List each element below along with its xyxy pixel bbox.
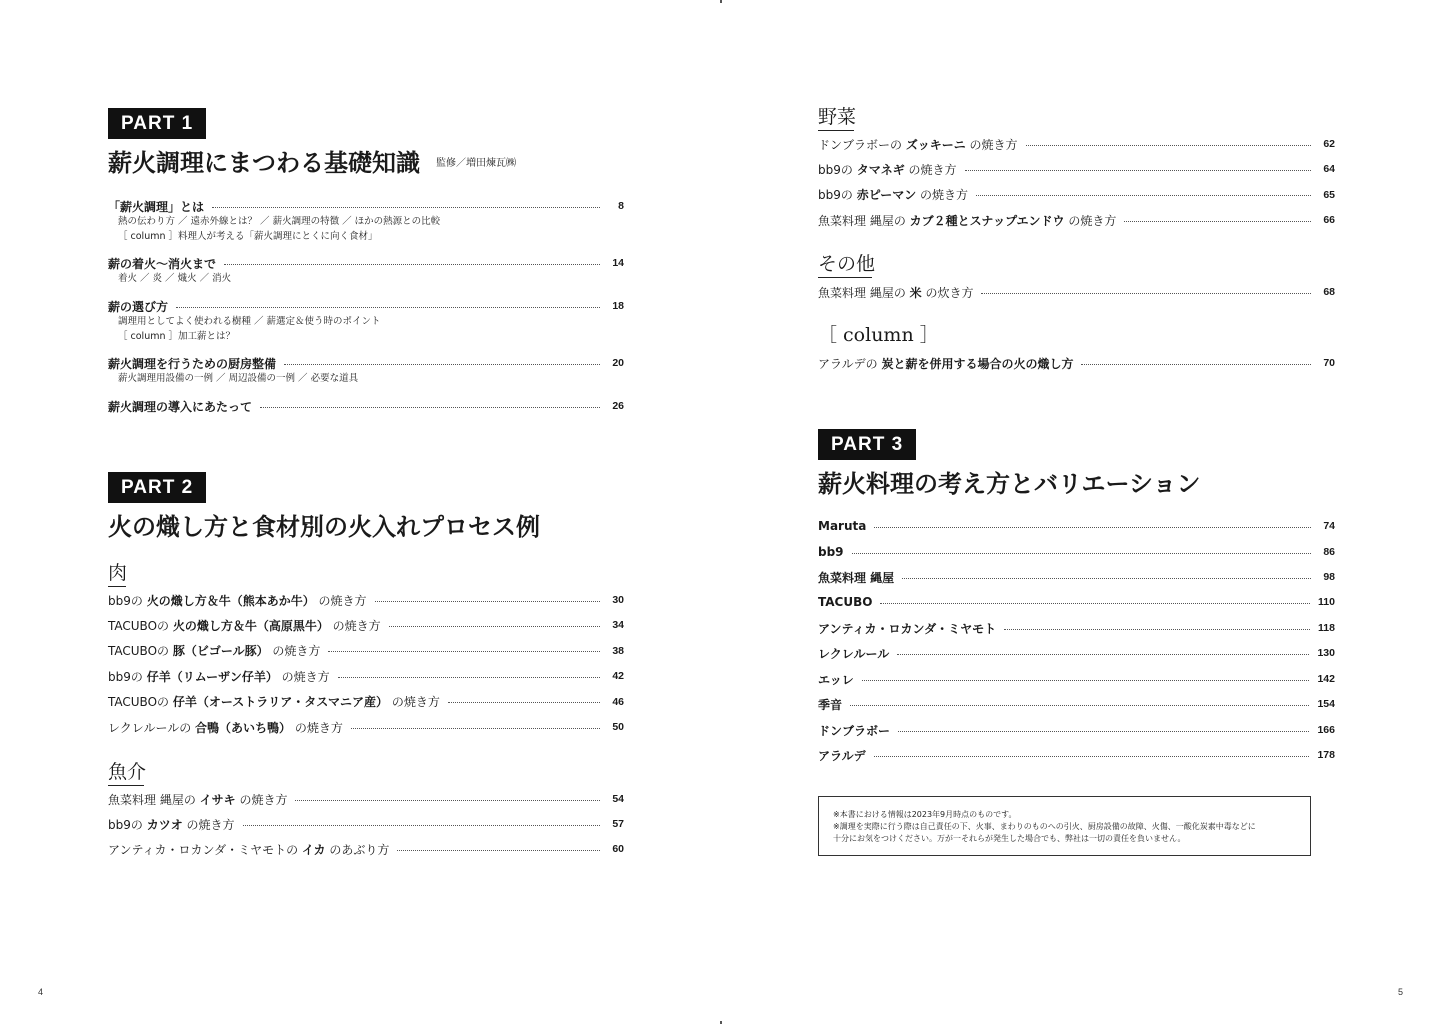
toc-page-number: 42 <box>612 670 624 683</box>
part1-badge: PART 1 <box>108 108 206 139</box>
section-heading-meat-text: 肉 <box>108 562 128 584</box>
toc-entry <box>108 198 624 244</box>
section-heading-meat <box>108 561 127 585</box>
toc-entry-row <box>818 722 1335 738</box>
toc-page-number: 98 <box>1323 571 1335 583</box>
toc-entry-prefix: bb9の <box>108 669 147 684</box>
toc-page-number: 8 <box>618 200 624 212</box>
toc-entry-title: ドンブラボー <box>818 723 891 738</box>
dot-leader <box>176 307 600 308</box>
dot-leader <box>1004 629 1310 630</box>
dot-leader <box>897 654 1309 655</box>
toc-entry <box>818 569 1335 585</box>
toc-entry-prefix: レクレルールの <box>108 720 196 735</box>
toc-entry-prefix: bb9の <box>818 162 857 177</box>
toc-page-number: 60 <box>612 843 624 855</box>
toc-page-number: 142 <box>1317 673 1335 685</box>
toc-entry-title <box>818 355 1073 372</box>
toc-entry-prefix: TACUBOの <box>108 695 173 710</box>
toc-page-number: 54 <box>612 793 624 805</box>
toc-entry <box>818 747 1335 763</box>
dot-leader <box>852 553 1311 554</box>
toc-entry-suffix: の炊き方 <box>921 285 974 300</box>
toc-entry <box>108 255 624 286</box>
toc-entry-prefix: アンティカ・ロカンダ・ミヤモトの <box>108 842 302 857</box>
toc-entry-highlight: イカ <box>301 842 326 857</box>
toc-entry-prefix: bb9の <box>108 593 147 608</box>
toc-page-number: 50 <box>612 721 624 733</box>
toc-entry-prefix: bb9の <box>818 188 857 203</box>
toc-entry-title: エッレ <box>818 672 854 687</box>
toc-page-number: 154 <box>1317 698 1335 710</box>
toc-entry-row <box>818 136 1335 152</box>
toc-entry-row <box>108 668 624 684</box>
toc-entry-highlight: カブ２種とスナップエンドウ <box>909 213 1065 228</box>
toc-entry-highlight: 米 <box>909 285 922 300</box>
section-heading-others-text: その他 <box>818 253 876 275</box>
toc-entry <box>818 544 1335 560</box>
toc-page-number: 65 <box>1323 188 1335 201</box>
dot-leader <box>260 407 600 408</box>
toc-entry-prefix: 魚菜料理 縄屋の <box>818 213 910 228</box>
part1-supervisor: 監修／増田煉瓦㈱ <box>436 158 516 169</box>
toc-entry <box>108 719 624 735</box>
section-underline <box>818 277 872 278</box>
toc-entry-suffix: のあぶり方 <box>325 842 390 857</box>
toc-entry <box>818 187 1335 203</box>
dot-leader <box>284 364 600 365</box>
toc-entry-prefix: TACUBOの <box>108 618 173 633</box>
part3-badge: PART 3 <box>818 429 916 460</box>
section-underline <box>108 586 126 587</box>
toc-page-number: 130 <box>1317 647 1335 659</box>
toc-entry <box>108 617 624 633</box>
dot-leader <box>328 651 600 652</box>
toc-page-number: 38 <box>612 644 624 657</box>
toc-entry-title <box>108 592 367 609</box>
toc-entry-title <box>108 693 440 710</box>
section-heading-column <box>818 323 939 347</box>
note-line: ※調理を実際に行う際は自己責任の下、火事、まわりのものへの引火、厨房設備の故障、火傷、一酸化炭素中毒などに <box>833 822 1256 831</box>
toc-entry <box>108 668 624 684</box>
toc-entry-suffix: の焼き方 <box>916 188 969 203</box>
toc-entry-row <box>818 161 1335 177</box>
toc-entry-row <box>108 791 624 807</box>
toc-entry-title: 薪の着火〜消火まで <box>108 256 217 271</box>
toc-entry-row <box>108 816 624 832</box>
toc-entry-title: Maruta <box>818 519 867 533</box>
note-line: ※本書における情報は2023年9月時点のものです。 <box>833 810 1017 819</box>
note-line: 十分にお気をつけください。万が一それらが発生した場合でも、弊社は一切の責任を負いません。 <box>833 834 1186 843</box>
toc-entry-highlight: ズッキーニ <box>905 137 966 152</box>
toc-entry-prefix: 魚菜料理 縄屋の <box>108 792 200 807</box>
toc-entry-title: bb9 <box>818 545 844 559</box>
toc-entry <box>108 694 624 710</box>
toc-entry-highlight: 仔羊（オーストラリア・タスマニア産） <box>172 695 389 710</box>
toc-page-number: 166 <box>1317 724 1335 736</box>
section-heading-seafood-text: 魚介 <box>108 761 147 783</box>
dot-leader <box>1124 221 1311 222</box>
toc-entry-title <box>818 186 968 203</box>
dot-leader <box>880 603 1310 604</box>
toc-page-number: 64 <box>1323 163 1335 176</box>
dot-leader <box>862 680 1310 681</box>
toc-entry <box>818 645 1335 661</box>
toc-entry-suffix: の焼き方 <box>235 792 288 807</box>
toc-entry-title: アラルデ <box>818 748 866 763</box>
toc-entry <box>108 355 624 386</box>
toc-entry-row <box>108 643 624 659</box>
toc-entry-suffix: の焼き方 <box>328 618 381 633</box>
toc-entry-row <box>818 544 1335 560</box>
toc-entry-prefix: TACUBOの <box>108 644 173 659</box>
toc-entry <box>108 298 624 344</box>
section-heading-column-text: ［ column ］ <box>818 324 939 346</box>
toc-entry-title: レクレルール <box>818 646 890 661</box>
toc-entry <box>818 722 1335 738</box>
toc-entry <box>818 355 1335 371</box>
toc-entry-title: 薪の選び方 <box>108 299 169 314</box>
toc-entry-row <box>108 398 624 414</box>
toc-entry-row <box>108 841 624 857</box>
dot-leader <box>874 756 1310 757</box>
section-underline <box>818 130 854 131</box>
dot-leader <box>965 170 1311 171</box>
toc-entry-row <box>108 617 624 633</box>
toc-page-number: 62 <box>1323 138 1335 150</box>
toc-entry-row <box>818 355 1335 371</box>
toc-entry-suffix: の焼き方 <box>388 695 440 710</box>
toc-entry <box>818 594 1335 610</box>
toc-entry <box>108 816 624 832</box>
toc-entry-subtopics: 調理用としてよく使われる樹種 ／ 薪選定＆使う時のポイント <box>118 316 381 327</box>
toc-entry-prefix: ドンブラボーの <box>818 137 906 152</box>
toc-page-number: 57 <box>612 818 624 830</box>
toc-page-number: 30 <box>612 594 624 606</box>
toc-entry-prefix: bb9の <box>108 817 147 832</box>
toc-entry-suffix: の焼き方 <box>268 644 321 659</box>
crop-mark-bottom <box>720 1021 722 1024</box>
toc-entry-suffix: の焼き方 <box>1064 213 1117 228</box>
toc-entry-row <box>108 255 624 271</box>
toc-page-number: 178 <box>1317 749 1335 761</box>
toc-entry-highlight: 赤ピーマン <box>856 188 917 203</box>
toc-entry-title: TACUBO <box>818 595 873 609</box>
toc-page-number: 46 <box>612 695 624 708</box>
part1-title <box>108 148 516 179</box>
toc-entry-row <box>818 284 1335 300</box>
toc-entry-row <box>818 747 1335 763</box>
dot-leader <box>976 195 1311 196</box>
page-number-right: 5 <box>1398 987 1404 997</box>
toc-entry-prefix: 魚菜料理 縄屋の <box>818 285 910 300</box>
toc-entry <box>818 161 1335 177</box>
section-heading-others <box>818 252 875 276</box>
toc-entry-title <box>818 284 973 301</box>
dot-leader <box>448 702 600 703</box>
part1-title-text: 薪火調理にまつわる基礎知識 <box>108 149 420 177</box>
toc-entry-subtopics: 熱の伝わり方 ／ 遠赤外線とは？ ／ 薪火調理の特徴 ／ ほかの熱源との比較 <box>118 216 441 227</box>
toc-entry-title <box>108 841 389 858</box>
toc-entry <box>108 643 624 659</box>
toc-entry-title <box>108 816 235 833</box>
toc-entry-row <box>818 518 1335 534</box>
toc-entry-subtopics: 薪火調理用設備の一例 ／ 周辺設備の一例 ／ 必要な道具 <box>118 373 359 384</box>
dot-leader <box>981 293 1311 294</box>
toc-entry-title: 薪火調理の導入にあたって <box>108 399 253 414</box>
toc-entry-title: アンティカ・ロカンダ・ミヤモト <box>818 621 997 636</box>
toc-entry <box>818 620 1335 636</box>
toc-entry-title: 季音 <box>818 697 843 712</box>
toc-entry-suffix: の焼き方 <box>904 162 957 177</box>
toc-page-number: 118 <box>1318 622 1335 634</box>
toc-page-number: 74 <box>1323 520 1335 532</box>
toc-entry-title <box>818 212 1116 229</box>
toc-entry-highlight: カツオ <box>146 817 183 832</box>
toc-page-number: 18 <box>612 300 624 312</box>
toc-page-number: 70 <box>1323 357 1335 369</box>
toc-entry-title <box>108 719 343 736</box>
dot-leader <box>1081 364 1311 365</box>
toc-entry-highlight: 炭と薪を併用する場合の火の熾し方 <box>881 356 1074 371</box>
toc-page-number: 26 <box>612 400 624 412</box>
section-heading-seafood <box>108 760 146 784</box>
toc-entry-highlight: 火の熾し方＆牛（熊本あか牛） <box>146 593 315 608</box>
toc-entry-subtopics: 着火 ／ 炎 ／ 熾火 ／ 消火 <box>118 273 232 284</box>
toc-entry-title <box>108 617 381 634</box>
toc-page-number: 110 <box>1318 596 1335 608</box>
toc-entry-title: 薪火調理を行うための厨房整備 <box>108 356 277 371</box>
toc-entry <box>818 518 1335 534</box>
toc-entry-prefix: アラルデの <box>818 356 882 371</box>
section-heading-vegetables-text: 野菜 <box>818 106 857 128</box>
section-underline <box>108 785 144 786</box>
toc-entry-row <box>108 694 624 710</box>
toc-page-number: 34 <box>612 619 624 632</box>
dot-leader <box>375 601 600 602</box>
dot-leader <box>397 850 600 851</box>
toc-entry-row <box>818 620 1335 636</box>
dot-leader <box>389 626 600 627</box>
toc-page-number: 14 <box>612 257 624 269</box>
toc-entry-row <box>818 212 1335 228</box>
toc-entry-title: 「薪火調理」とは <box>108 199 205 214</box>
dot-leader <box>1026 145 1311 146</box>
toc-entry-title <box>108 642 320 659</box>
dot-leader <box>351 728 600 729</box>
toc-page-number: 68 <box>1323 286 1335 298</box>
toc-page-number: 86 <box>1323 546 1335 558</box>
toc-entry-suffix: の焼き方 <box>277 669 330 684</box>
toc-entry-highlight: 豚（ビゴール豚） <box>172 644 269 659</box>
toc-entry <box>818 671 1335 687</box>
toc-entry-row <box>818 645 1335 661</box>
toc-entry-row <box>108 719 624 735</box>
toc-entry <box>818 212 1335 228</box>
section-heading-vegetables <box>818 105 856 129</box>
toc-entry-row <box>818 594 1335 610</box>
dot-leader <box>874 527 1311 528</box>
toc-entry-row <box>108 592 624 608</box>
toc-entry-row <box>818 569 1335 585</box>
toc-entry-highlight: 合鴨（あいち鴨） <box>195 720 292 735</box>
dot-leader <box>902 578 1311 579</box>
toc-entry-row <box>108 355 624 371</box>
toc-entry <box>818 284 1335 300</box>
toc-entry-suffix: の焼き方 <box>965 137 1018 152</box>
part2-badge: PART 2 <box>108 472 206 503</box>
toc-entry-suffix: の焼き方 <box>182 817 235 832</box>
toc-page-number: 66 <box>1323 214 1335 227</box>
toc-entry-row <box>108 298 624 314</box>
toc-entry-row <box>818 671 1335 687</box>
toc-entry-highlight: イサキ <box>199 792 236 807</box>
toc-entry <box>108 398 624 414</box>
dot-leader <box>295 800 600 801</box>
toc-entry-suffix: の焼き方 <box>291 720 343 735</box>
toc-entry-row <box>818 187 1335 203</box>
toc-entry-highlight: タマネギ <box>856 162 905 177</box>
toc-entry <box>108 841 624 857</box>
toc-entry <box>818 136 1335 152</box>
toc-page-number: 20 <box>612 357 624 369</box>
toc-entry-highlight: 火の熾し方＆牛（高原黒牛） <box>172 618 329 633</box>
part3-title: 薪火料理の考え方とバリエーション <box>818 470 1201 498</box>
crop-mark-top <box>720 0 722 3</box>
dot-leader <box>850 705 1309 706</box>
page-number-left: 4 <box>38 987 44 997</box>
toc-entry-title <box>818 136 1018 153</box>
toc-entry-highlight: 仔羊（リムーザン仔羊） <box>146 669 278 684</box>
toc-entry-subtopics: ［ column ］加工薪とは？ <box>118 331 236 342</box>
toc-entry-suffix: の焼き方 <box>314 593 367 608</box>
toc-entry <box>108 791 624 807</box>
dot-leader <box>212 207 600 208</box>
toc-entry <box>818 696 1335 712</box>
part2-title: 火の熾し方と食材別の火入れプロセス例 <box>108 513 540 541</box>
toc-entry-title <box>818 161 957 178</box>
dot-leader <box>338 677 600 678</box>
toc-entry-title <box>108 668 330 685</box>
toc-entry-row <box>108 198 624 214</box>
toc-entry-row <box>818 696 1335 712</box>
toc-entry-subtopics: ［ column ］料理人が考える「薪火調理にとくに向く食材」 <box>118 231 378 242</box>
dot-leader <box>224 264 600 265</box>
dot-leader <box>898 731 1309 732</box>
toc-entry-title <box>108 791 287 808</box>
disclaimer-note <box>818 796 1311 856</box>
dot-leader <box>243 825 600 826</box>
toc-entry <box>108 592 624 608</box>
toc-entry-title: 魚菜料理 縄屋 <box>818 570 895 585</box>
